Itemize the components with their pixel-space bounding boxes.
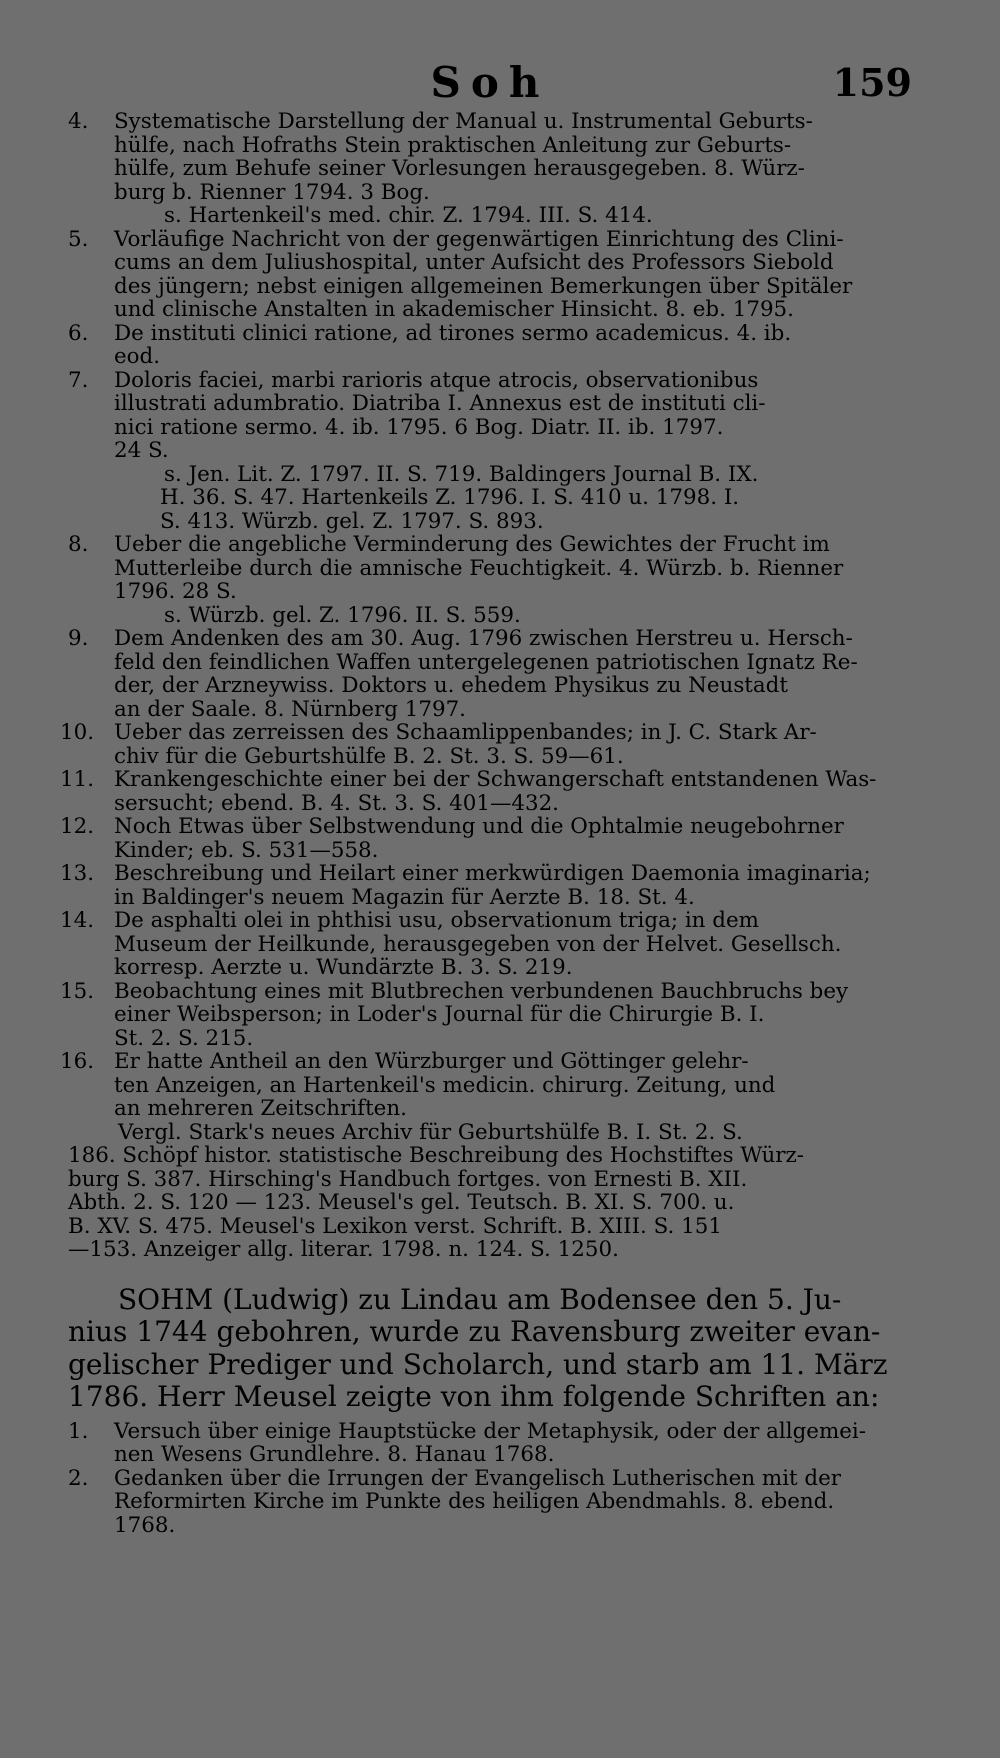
entry-line: Museum der Heilkunde, herausgegeben von der Helvet. Gesellsch.	[114, 931, 842, 957]
entry-line: Vorläufige Nachricht von der gegenwärtigen Einrichtung des Clini-	[114, 226, 844, 252]
entry-line: Systematische Darstellung der Manual u. Instrumental Geburts-	[114, 109, 813, 134]
page-number: 159	[832, 60, 912, 105]
sohm-works-list	[68, 1420, 912, 1538]
work-entry	[68, 1420, 912, 1467]
entry-number: 2.	[68, 1465, 89, 1491]
entry-line: De instituti clinici ratione, ad tirones sermo academicus. 4. ib.	[114, 320, 792, 346]
entry-number: 8.	[68, 532, 89, 557]
entry-number: 9.	[68, 626, 89, 651]
entry-line: feld den feindlichen Waffen untergelegenen patriotischen Ignatz Re-	[114, 649, 858, 675]
running-title: Soh	[430, 58, 550, 107]
entry-line: Versuch über einige Hauptstücke der Metaphysik, oder der allgemei-	[114, 1418, 866, 1444]
ref-line: 186. Schöpf histor. statistische Beschreibung des Hochstiftes Würz-	[68, 1143, 805, 1168]
work-entry	[60, 978, 912, 1051]
entry-number: 7.	[68, 367, 89, 393]
works-list	[60, 109, 912, 1121]
entry-line: Ueber das zerreissen des Schaamlippenbandes; in J. C. Stark Ar-	[114, 720, 817, 745]
ref-line: burg S. 387. Hirsching's Handbuch fortges. von Ernesti B. XII.	[68, 1166, 748, 1192]
entry-line: illustrati adumbratio. Diatriba I. Annexus est de instituti cli-	[114, 391, 766, 416]
sohm-biography	[68, 1284, 912, 1414]
work-entry	[60, 814, 912, 863]
entry-line: burg b. Rienner 1794. 3 Bog.	[114, 179, 430, 205]
work-entry	[68, 369, 912, 534]
work-entry	[60, 861, 912, 910]
entry-number: 14.	[60, 908, 95, 933]
work-entry	[60, 1049, 912, 1121]
bio-line: 1786. Herr Meusel zeigte von ihm folgende Schriften an:	[68, 1380, 880, 1413]
entry-number: 12.	[60, 814, 95, 839]
work-entry	[68, 627, 912, 721]
entry-line: Ueber die angebliche Verminderung des Gewichtes der Frucht im	[114, 532, 830, 557]
work-entry	[68, 322, 912, 369]
work-entry	[68, 533, 912, 627]
entry-line: Kinder; eb. S. 531—558.	[114, 837, 379, 863]
entry-line: Noch Etwas über Selbstwendung und die Ophtalmie neugebohrner	[114, 814, 844, 839]
work-entry	[60, 767, 912, 816]
work-entry	[68, 1467, 912, 1538]
entry-reference: s. Hartenkeil's med. chir. Z. 1794. III. S. 414.	[164, 203, 653, 228]
work-entry	[60, 720, 912, 769]
entry-number: 15.	[60, 978, 95, 1004]
entry-line: des jüngern; nebst einigen allgemeinen Bemerkungen über Spitäler	[114, 273, 853, 299]
entry-line: Er hatte Antheil an den Würzburger und Göttinger gelehr-	[114, 1049, 749, 1074]
entry-line: ten Anzeigen, an Hartenkeil's medicin. chirurg. Zeitung, und	[114, 1072, 776, 1098]
entry-line: 24 S.	[114, 438, 169, 463]
entry-line: an mehreren Zeitschriften.	[114, 1096, 407, 1121]
entry-line: Reformirten Kirche im Punkte des heiligen Abendmahls. 8. ebend.	[114, 1489, 835, 1514]
entry-reference: S. 413. Würzb. gel. Z. 1797. S. 893.	[160, 508, 544, 534]
entry-line: in Baldinger's neuem Magazin für Aerzte B. 18. St. 4.	[114, 884, 695, 910]
entry-line: der, der Arzneywiss. Doktors u. ehedem Physikus zu Neustadt	[114, 673, 788, 698]
entry-reference: H. 36. S. 47. Hartenkeils Z. 1796. I. S. 410 u. 1798. I.	[160, 485, 740, 510]
entry-line: sersucht; ebend. B. 4. St. 3. S. 401—432.	[114, 790, 559, 816]
ref-line: Vergl. Stark's neues Archiv für Geburtshülfe B. I. St. 2. S.	[118, 1119, 743, 1145]
entry-line: an der Saale. 8. Nürnberg 1797.	[114, 696, 466, 722]
entry-number: 4.	[68, 109, 89, 134]
entry-line: Beobachtung eines mit Blutbrechen verbundenen Bauchbruchs bey	[114, 978, 849, 1004]
entry-line: Dem Andenken des am 30. Aug. 1796 zwischen Herstreu u. Hersch-	[114, 626, 853, 651]
entry-line: Mutterleibe durch die amnische Feuchtigkeit. 4. Würzb. b. Rienner	[114, 555, 844, 581]
entry-number: 1.	[68, 1418, 89, 1444]
entry-number: 11.	[60, 767, 95, 792]
entry-number: 6.	[68, 320, 89, 346]
entry-line: einer Weibsperson; in Loder's Journal für die Chirurgie B. I.	[114, 1002, 765, 1027]
entry-line: hülfe, zum Behufe seiner Vorlesungen herausgegeben. 8. Würz-	[114, 156, 805, 181]
entry-line: Gedanken über die Irrungen der Evangelisch Lutherischen mit der	[114, 1465, 842, 1491]
entry-line: nen Wesens Grundlehre. 8. Hanau 1768.	[114, 1442, 555, 1467]
entry-line: nici ratione sermo. 4. ib. 1795. 6 Bog. Diatr. II. ib. 1797.	[114, 414, 724, 440]
entry-line: hülfe, nach Hofraths Stein praktischen Anleitung zur Geburts-	[114, 132, 792, 158]
entry-number: 10.	[60, 720, 95, 745]
entry-reference: s. Würzb. gel. Z. 1796. II. S. 559.	[164, 602, 521, 628]
work-entry	[68, 228, 912, 322]
entry-number: 5.	[68, 226, 89, 252]
work-entry	[60, 908, 912, 980]
bio-line: SOHM (Ludwig) zu Lindau am Bodensee den 5. Ju-	[118, 1282, 842, 1316]
work-entry	[68, 110, 912, 228]
references-paragraph	[68, 1121, 912, 1262]
entry-line: Doloris faciei, marbi rarioris atque atrocis, observationibus	[114, 367, 759, 393]
entry-reference: s. Jen. Lit. Z. 1797. II. S. 719. Baldingers Journal B. IX.	[164, 461, 759, 487]
entry-number: 13.	[60, 861, 95, 886]
entry-line: eod.	[114, 344, 161, 369]
ref-line: Abth. 2. S. 120 — 123. Meusel's gel. Teutsch. B. XI. S. 700. u.	[68, 1190, 735, 1215]
entry-line: Beschreibung und Heilart einer merkwürdigen Daemonia imaginaria;	[114, 861, 871, 886]
entry-line: De asphalti olei in phthisi usu, observationum triga; in dem	[114, 908, 759, 933]
ref-line: B. XV. S. 475. Meusel's Lexikon verst. Schrift. B. XIII. S. 151	[68, 1213, 722, 1239]
entry-line: 1796. 28 S.	[114, 579, 237, 604]
entry-number: 16.	[60, 1049, 95, 1074]
entry-line: chiv für die Geburtshülfe B. 2. St. 3. S. 59—61.	[114, 743, 624, 769]
ref-line: —153. Anzeiger allg. literar. 1798. n. 124. S. 1250.	[68, 1237, 619, 1262]
running-header	[68, 58, 912, 110]
entry-line: St. 2. S. 215.	[114, 1025, 254, 1051]
bio-line: nius 1744 gebohren, wurde zu Ravensburg zweiter evan-	[68, 1315, 881, 1348]
entry-line: korresp. Aerzte u. Wundärzte B. 3. S. 219.	[114, 955, 573, 980]
entry-line: cums an dem Juliushospital, unter Aufsicht des Professors Siebold	[114, 250, 834, 275]
entry-line: Krankengeschichte einer bei der Schwangerschaft entstandenen Was-	[114, 767, 877, 792]
entry-line: und clinische Anstalten in akademischer Hinsicht. 8. eb. 1795.	[114, 297, 794, 322]
entry-line: 1768.	[114, 1512, 176, 1538]
bio-line: gelischer Prediger und Scholarch, und starb am 11. März	[68, 1347, 888, 1381]
